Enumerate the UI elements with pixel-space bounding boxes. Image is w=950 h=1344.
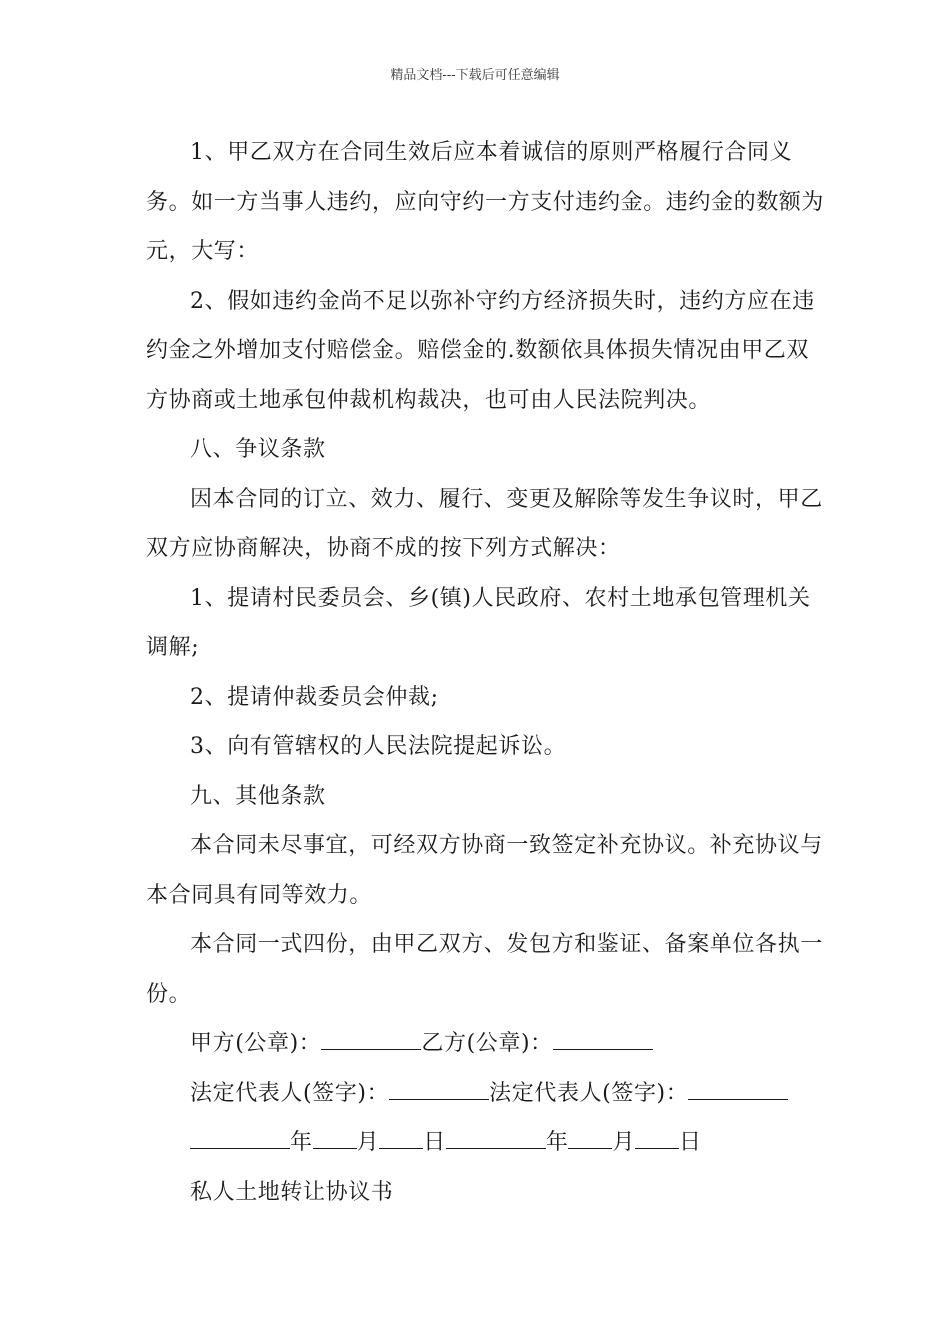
signature-rep-line <box>146 1069 826 1119</box>
year-b-label: 年 <box>545 1130 569 1155</box>
party-a-seal-blank <box>321 1029 421 1050</box>
paragraph-breach-2: 2、假如违约金尚不足以弥补守约方经济损失时，违约方应在违约金之外增加支付赔偿金。赔偿金的.数额依具体损失情况由甲乙双方协商或土地承包仲裁机构裁决，也可由人民法院判决。 <box>146 288 815 413</box>
signature-seal-line <box>146 1019 826 1069</box>
day-b-label: 日 <box>679 1130 702 1155</box>
rep-b-label: 法定代表人(签字)： <box>489 1080 689 1106</box>
paragraph-dispute: 因本合同的订立、效力、履行、变更及解除等发生争议时，甲乙双方应协商解决，协商不成的按下列方式解决： <box>146 486 823 561</box>
month-b-blank <box>568 1128 612 1149</box>
paragraph-breach-1: 1、甲乙双方在合同生效后应本着诚信的原则严格履行合同义务。如一方当事人违约，应向守约一方支付违约金。违约金的数额为元，大写： <box>146 140 825 264</box>
paragraph-dispute-1: 1、提请村民委员会、乡(镇)人民政府、农村土地承包管理机关调解; <box>146 585 811 660</box>
section-heading-other: 九、其他条款 <box>190 783 326 809</box>
day-b-blank <box>635 1128 679 1149</box>
month-a-blank <box>313 1128 357 1149</box>
month-b-label: 月 <box>612 1130 636 1155</box>
rep-a-label: 法定代表人(签字)： <box>190 1080 390 1106</box>
party-b-seal-label: 乙方(公章)： <box>421 1031 553 1056</box>
day-a-label: 日 <box>423 1130 446 1155</box>
rep-a-blank <box>389 1079 489 1100</box>
year-a-blank <box>190 1128 290 1149</box>
paragraph-other-1: 本合同未尽事宜，可经双方协商一致签定补充协议。补充协议与本合同具有同等效力。 <box>146 833 823 908</box>
day-a-blank <box>379 1128 423 1149</box>
rep-b-blank <box>688 1079 788 1100</box>
document-body <box>146 128 826 1217</box>
next-document-title: 私人土地转让协议书 <box>190 1179 394 1205</box>
party-b-seal-blank <box>553 1029 653 1050</box>
year-b-blank <box>446 1128 546 1149</box>
year-a-label: 年 <box>290 1130 313 1155</box>
party-a-seal-label: 甲方(公章)： <box>190 1031 322 1056</box>
month-a-label: 月 <box>356 1130 380 1155</box>
page-header: 精品文档---下载后可任意编辑 <box>390 68 560 83</box>
signature-date-line <box>146 1118 826 1168</box>
section-heading-dispute: 八、争议条款 <box>190 437 326 462</box>
paragraph-dispute-2: 2、提请仲裁委员会仲裁; <box>190 684 439 710</box>
paragraph-dispute-3: 3、向有管辖权的人民法院提起诉讼。 <box>190 734 567 759</box>
paragraph-other-2: 本合同一式四份，由甲乙双方、发包方和鉴证、备案单位各执一份。 <box>146 932 823 1007</box>
